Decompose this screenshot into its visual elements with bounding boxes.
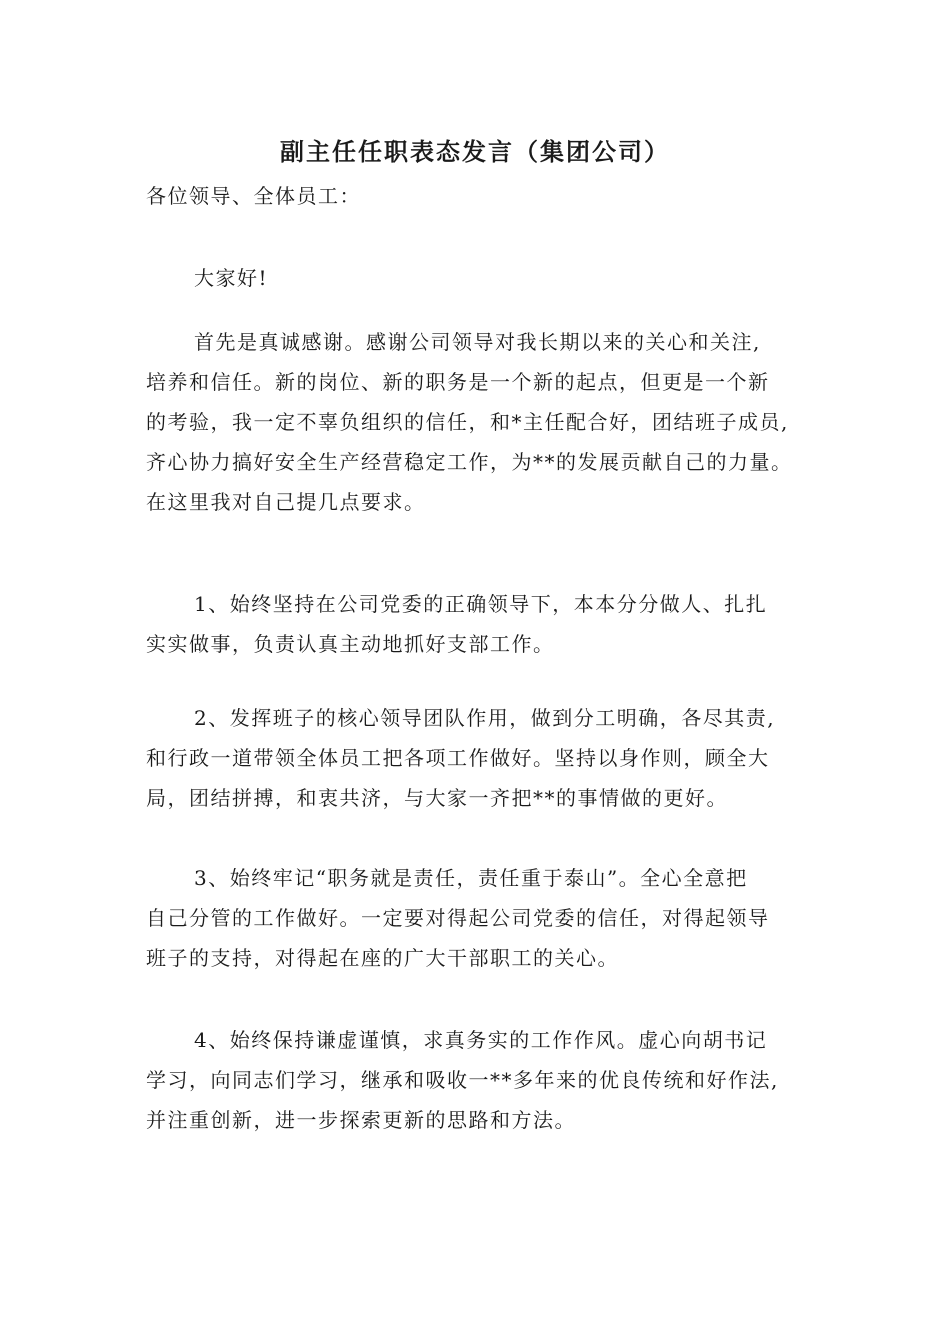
paragraph-point-3 — [146, 858, 826, 978]
paragraph-line: 培养和信任。新的岗位、新的职务是一个新的起点，但更是一个新 — [146, 370, 770, 394]
paragraph-line: 实实做事，负责认真主动地抓好支部工作。 — [146, 632, 555, 656]
paragraph-line: 的考验，我一定不辜负组织的信任，和*主任配合好，团结班子成员, — [146, 410, 789, 434]
paragraph-line: 在这里我对自己提几点要求。 — [146, 490, 426, 514]
paragraph-line: 和行政一道带领全体员工把各项工作做好。坚持以身作则，顾全大 — [146, 746, 770, 770]
paragraph-line: 4、始终保持谦虚谨慎，求真务实的工作作风。虚心向胡书记 — [194, 1028, 768, 1052]
paragraph-line: 学习，向同志们学习，继承和吸收一**多年来的优良传统和好作法, — [146, 1068, 779, 1092]
paragraph-line: 局，团结拼搏，和衷共济，与大家一齐把**的事情做的更好。 — [146, 786, 728, 810]
paragraph-line: 并注重创新，进一步探索更新的思路和方法。 — [146, 1108, 576, 1132]
paragraph-thanks — [146, 322, 826, 522]
paragraph-line: 2、发挥班子的核心领导团队作用，做到分工明确，各尽其责, — [194, 706, 776, 730]
paragraph-line: 自己分管的工作做好。一定要对得起公司党委的信任，对得起领导 — [146, 906, 770, 930]
paragraph-line: 首先是真诚感谢。感谢公司领导对我长期以来的关心和关注, — [194, 330, 761, 354]
paragraph-line: 齐心协力搞好安全生产经营稳定工作，为**的发展贡献自己的力量。 — [146, 450, 793, 474]
greeting: 大家好! — [194, 266, 269, 290]
paragraph-point-2 — [146, 698, 826, 818]
document-title: 副主任任职表态发言（集团公司） — [280, 138, 670, 166]
salutation: 各位领导、全体员工： — [146, 184, 361, 208]
paragraph-line: 1、始终坚持在公司党委的正确领导下，本本分分做人、扎扎 — [194, 592, 768, 616]
paragraph-point-4 — [146, 1020, 826, 1140]
paragraph-line: 3、始终牢记“职务就是责任，责任重于泰山”。全心全意把 — [194, 866, 748, 890]
paragraph-line: 班子的支持，对得起在座的广大干部职工的关心。 — [146, 946, 619, 970]
paragraph-point-1 — [146, 584, 826, 664]
